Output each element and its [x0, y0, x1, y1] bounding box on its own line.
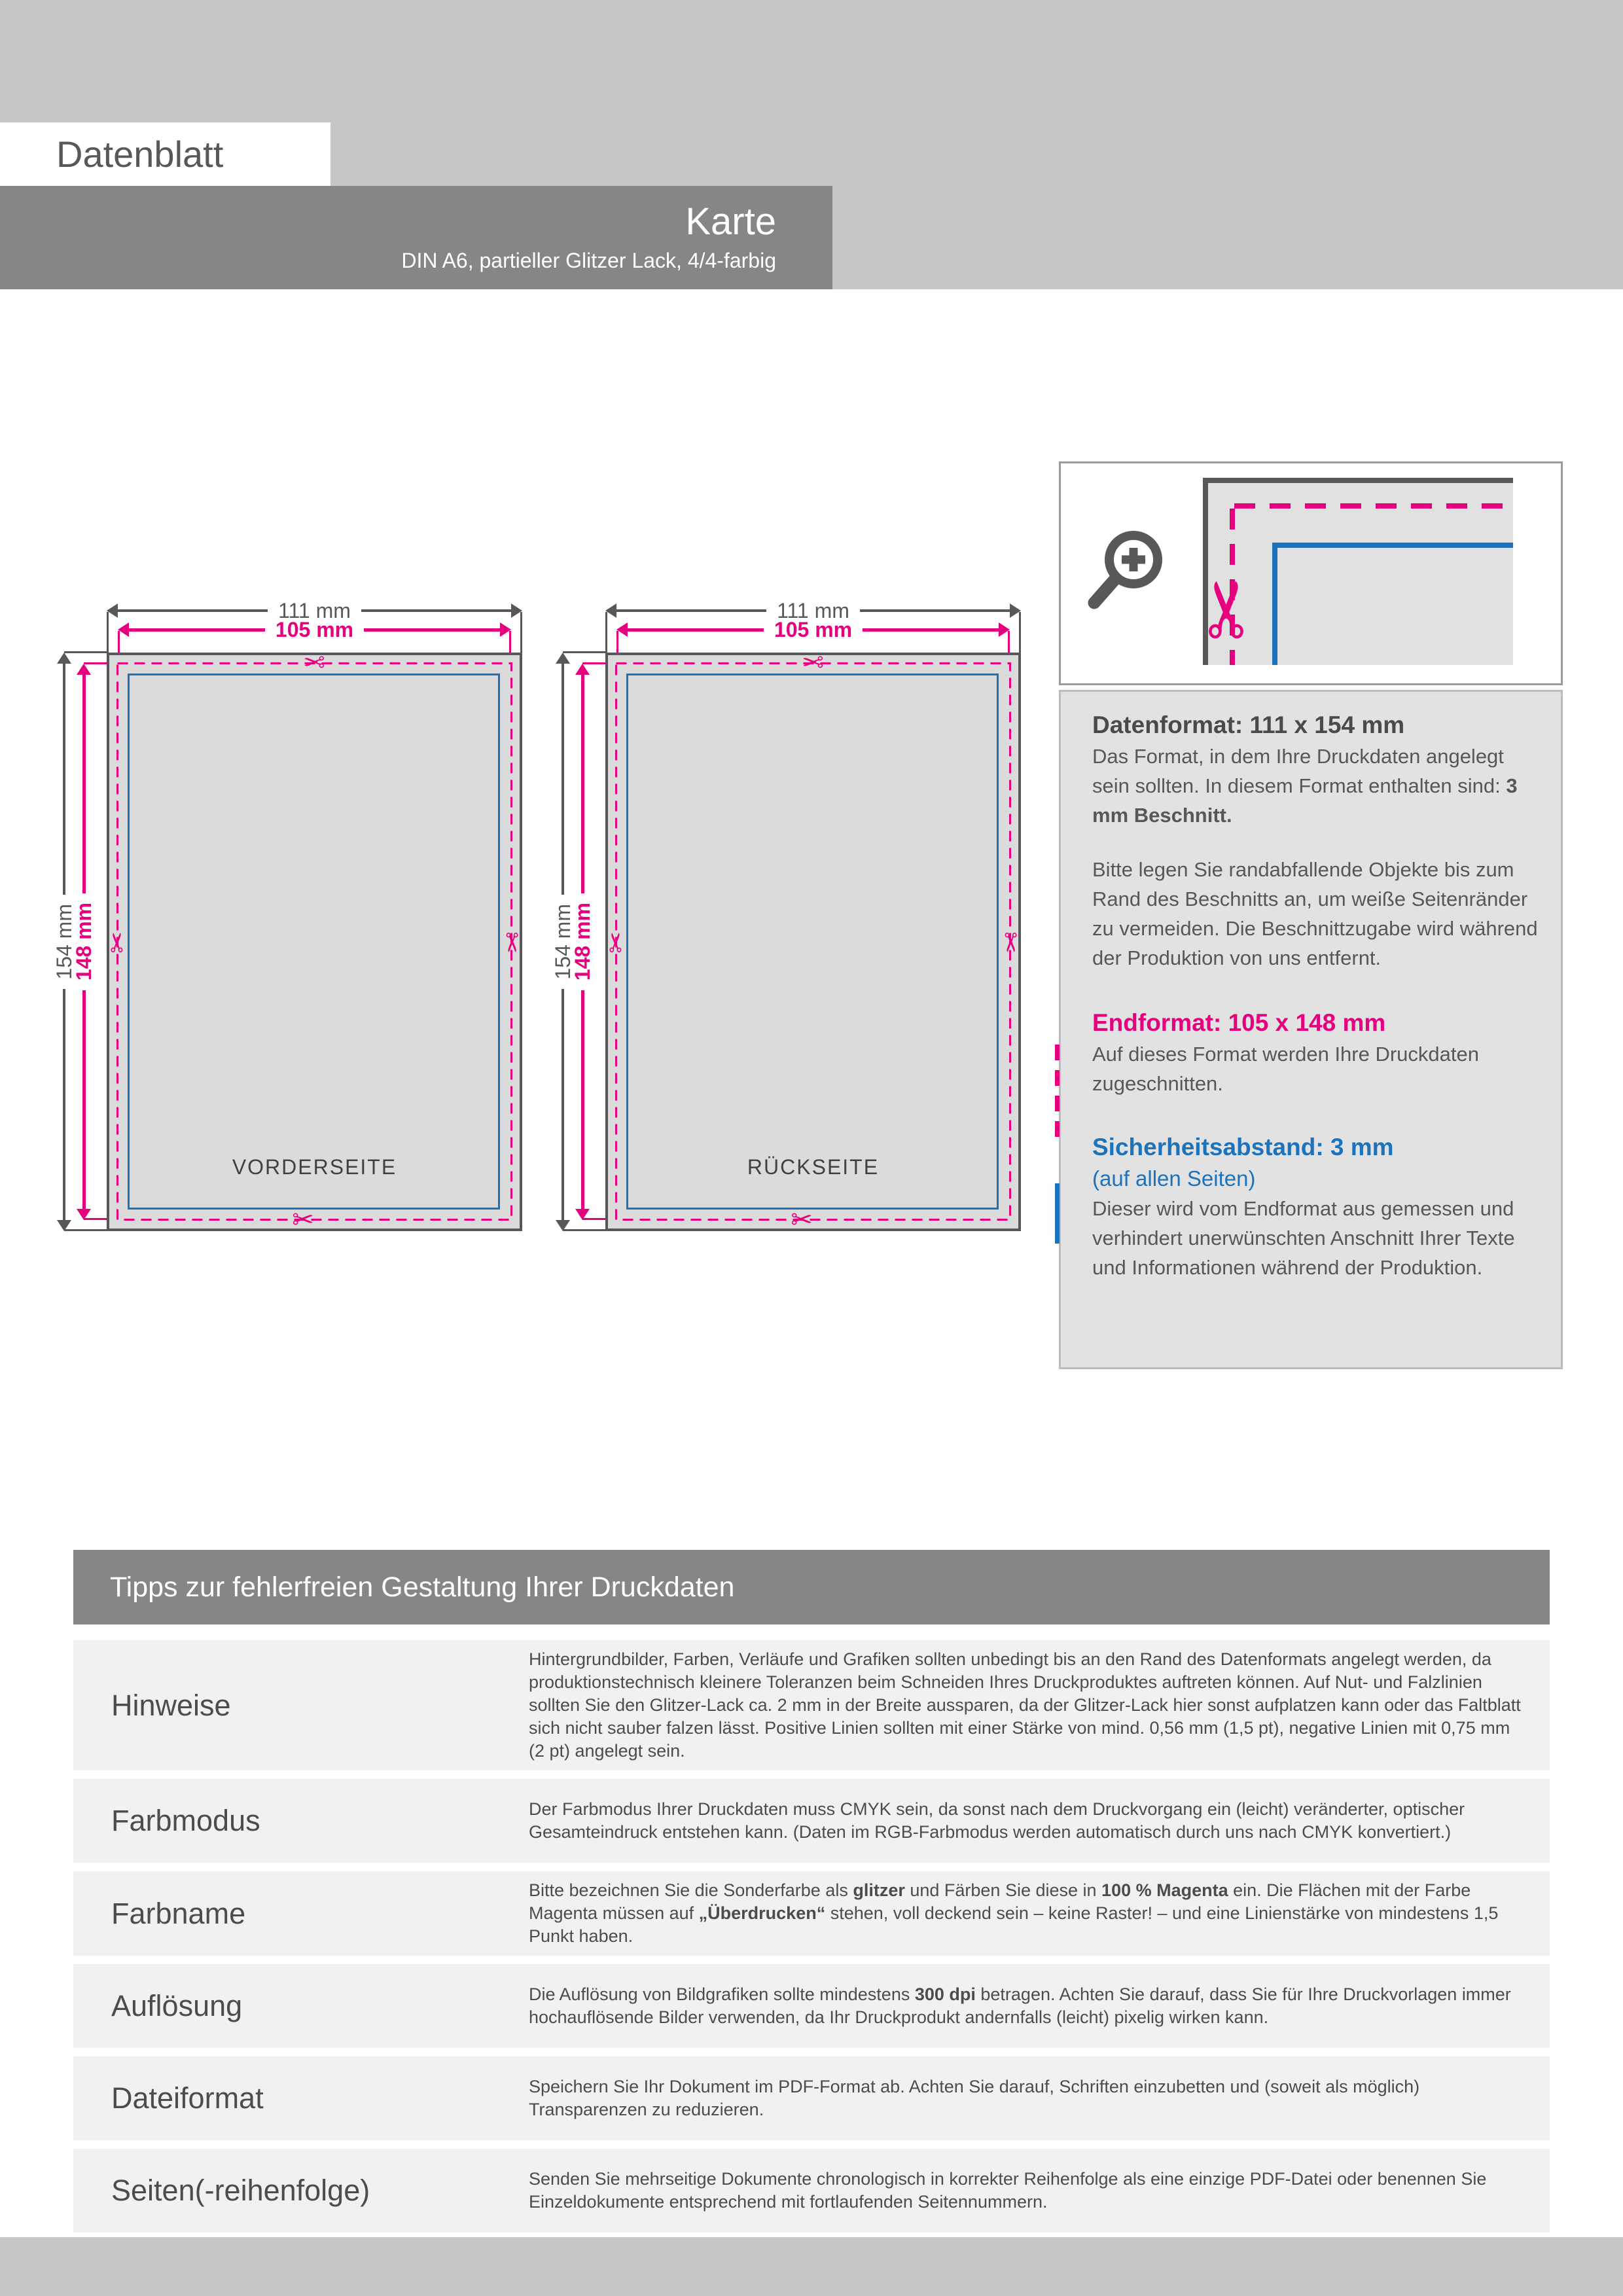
front-side-label: VORDERSEITE	[232, 1155, 397, 1179]
back-side-label: RÜCKSEITE	[747, 1155, 880, 1179]
scissors-icon: ✂	[1185, 577, 1272, 642]
row-label: Auflösung	[111, 1989, 243, 2022]
dim-label-105mm: 105 mm	[774, 618, 853, 641]
card-diagram-back	[551, 599, 1024, 1234]
table-row-aufloesung	[73, 1964, 1550, 2048]
row-text: Die Auflösung von Bildgrafiken sollte mindestens 300 dpi betragen. Achten Sie darauf, dass Sie für Ihre Druckvorlagen immer hochauflösende Bilder verwenden, da Ihr Druckprodukt andernfalls (leicht) pixelig wirken kann.	[529, 1984, 1511, 2027]
scissors-icon: ✂	[497, 931, 526, 954]
dim-label-148mm: 148 mm	[571, 903, 594, 981]
extension-line	[64, 651, 107, 653]
mini-safety-line	[1272, 543, 1513, 665]
sicherheitsabstand-marker-line	[1055, 1183, 1060, 1244]
extension-line	[520, 612, 522, 653]
arrow-up-icon	[57, 653, 71, 664]
scissors-icon: ✂	[791, 1206, 813, 1234]
safety-margin-area	[128, 673, 500, 1210]
row-text: Der Farbmodus Ihrer Druckdaten muss CMYK sein, da sonst nach dem Druckvorgang ein (leicht) veränderter, optischer Gesamteindruck entstehen kann. (Daten im RGB-Farbmodus werden automatisch durch uns nach CMYK konvertiert.)	[529, 1799, 1465, 1842]
row-label: Dateiformat	[111, 2081, 264, 2115]
scissors-icon: ✂	[303, 649, 325, 677]
row-text: Speichern Sie Ihr Dokument im PDF-Format ab. Achten Sie darauf, Schriften einzubetten und (soweit als möglich) Transparenzen zu reduzieren.	[529, 2077, 1420, 2119]
dim-label-148mm: 148 mm	[72, 903, 96, 981]
product-subtitle: DIN A6, partieller Glitzer Lack, 4/4-farbig	[401, 249, 776, 273]
product-title-bar	[0, 186, 832, 289]
dim-label-111mm: 111 mm	[278, 599, 351, 622]
endformat-body: Auf dieses Format werden Ihre Druckdaten zugeschnitten.	[1092, 1043, 1479, 1095]
table-row-farbname	[73, 1871, 1550, 1956]
row-label: Farbname	[111, 1896, 246, 1930]
sicherheitsabstand-subheading: (auf allen Seiten)	[1092, 1166, 1256, 1191]
extension-line	[107, 612, 109, 653]
datenformat-body: Das Format, in dem Ihre Druckdaten angelegt sein sollten. In diesem Format enthalten sind: 3 mm Beschnitt.	[1092, 745, 1518, 827]
dimension-height-endformat	[73, 664, 94, 1220]
mini-cut-line-horizontal	[1234, 503, 1513, 509]
scissors-icon: ✂	[103, 931, 132, 954]
extension-line	[563, 651, 605, 653]
datenformat-paragraph2: Bitte legen Sie randabfallende Objekte bis zum Rand des Beschnitts an, um weiße Seitenränder zu vermeiden. Die Beschnittzugabe wird während der Produktion von uns entfernt.	[1092, 858, 1538, 969]
dim-label-154mm: 154 mm	[52, 904, 76, 980]
magnifier-plus-icon	[1079, 520, 1177, 619]
endformat-heading: Endformat: 105 x 148 mm	[1092, 1009, 1386, 1036]
arrow-up-icon	[77, 664, 91, 675]
row-text: Hintergrundbilder, Farben, Verläufe und Grafiken sollten unbedingt bis an den Rand des Datenformats angelegt werden, da produktionstechnisch kleinere Toleranzen beim Schneiden Ihres Druckproduktes auftreten können. Auf Nut- und Falzlinien sollten Sie den Glitzer-Lack ca. 2 mm in der Breite aussparen, da der Glitzer-Lack hier sonst aufplatzen kann oder das Faltblatt sich nicht sauber falzen lässt. Positive Linien sollten mit einer Stärke von mind. 0,56 mm (1,5 pt), negative Linien mit 0,75 mm (2 pt) angelegt sein.	[529, 1649, 1521, 1761]
tips-table	[73, 1640, 1550, 2241]
card-diagram-front	[52, 599, 526, 1234]
endformat-marker-line	[1055, 1045, 1060, 1138]
scissors-icon: ✂	[995, 931, 1024, 954]
sheet-label: Datenblatt	[56, 134, 224, 175]
sicherheitsabstand-body: Dieser wird vom Endformat aus gemessen und verhindert unerwünschten Anschnitt Ihrer Texte und Informationen während der Produktion.	[1092, 1197, 1515, 1279]
dimension-height-endformat	[572, 664, 593, 1220]
datenformat-heading: Datenformat: 111 x 154 mm	[1092, 711, 1405, 738]
table-row-seitenreihenfolge	[73, 2149, 1550, 2233]
row-text: Bitte bezeichnen Sie die Sonderfarbe als glitzer und Färben Sie diese in 100 % Magenta ein. Die Flächen mit der Farbe Magenta müssen auf „Überdrucken“ stehen, voll deckend sein – keine Raster! – und eine Linienstärke von mindestens 1,5 Punkt haben.	[529, 1880, 1499, 1946]
row-label: Farbmodus	[111, 1804, 260, 1837]
table-row-dateiformat	[73, 2056, 1550, 2140]
scissors-icon: ✂	[602, 931, 631, 954]
row-label: Seiten(-reihenfolge)	[111, 2174, 370, 2207]
safety-margin-area	[626, 673, 999, 1210]
arrow-up-icon	[575, 664, 590, 675]
dim-label-154mm: 154 mm	[551, 904, 575, 980]
dim-label-111mm: 111 mm	[777, 599, 849, 622]
extension-line	[563, 1229, 605, 1231]
row-label: Hinweise	[111, 1688, 231, 1722]
table-row-farbmodus	[73, 1779, 1550, 1863]
legend-panel	[1059, 690, 1563, 1369]
extension-line	[64, 1229, 107, 1231]
product-title: Karte	[685, 200, 776, 243]
dimension-width-endformat	[118, 619, 511, 640]
dimension-width-endformat	[616, 619, 1010, 640]
extension-line	[1019, 612, 1021, 653]
tips-title: Tipps zur fehlerfreien Gestaltung Ihrer Druckdaten	[110, 1571, 735, 1603]
sicherheitsabstand-heading: Sicherheitsabstand: 3 mm	[1092, 1134, 1394, 1160]
footer-band	[0, 2237, 1623, 2296]
extension-line	[605, 612, 607, 653]
tips-section-bar	[73, 1550, 1550, 1624]
dim-label-105mm: 105 mm	[275, 618, 354, 641]
scissors-icon: ✂	[802, 649, 824, 677]
datenblatt-label-box	[0, 122, 330, 186]
arrow-up-icon	[556, 653, 570, 664]
scissors-icon: ✂	[292, 1206, 314, 1234]
table-row-hinweise	[73, 1640, 1550, 1770]
row-text: Senden Sie mehrseitige Dokumente chronologisch in korrekter Reihenfolge als eine einzige PDF-Datei oder benennen Sie Einzeldokumente entsprechend mit fortlaufenden Seitennummern.	[529, 2169, 1487, 2212]
